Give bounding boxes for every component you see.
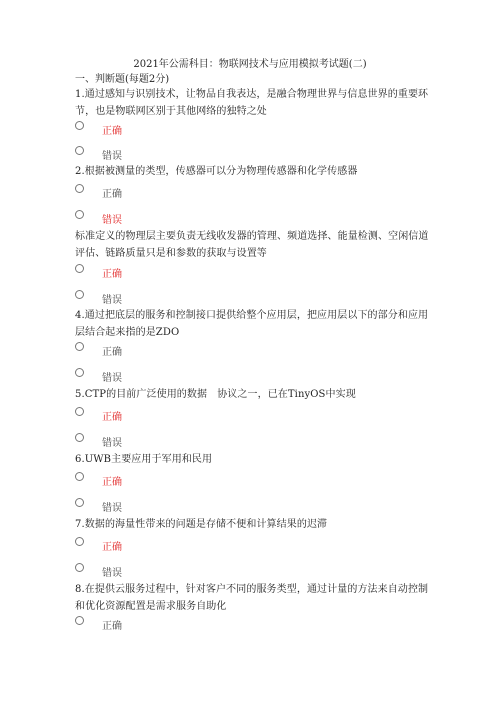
question-3-text: 标准定义的物理层主要负责无线收发器的管理、频道选择、能量检测、空闲信道评估、链路质量只是和参数的获取与设置等: [75, 231, 429, 259]
radio-button-icon[interactable]: [75, 342, 84, 351]
radio-button-icon[interactable]: [75, 616, 84, 625]
radio-button-icon[interactable]: [75, 537, 84, 546]
question-6-text: 6.UWB主要应用于军用和民用: [75, 454, 213, 465]
section-heading: 一、判断题(每题2分): [75, 74, 170, 85]
radio-button-icon[interactable]: [75, 472, 84, 481]
radio-button-icon[interactable]: [75, 184, 84, 193]
question-5-text: 5.CTP的目前广泛使用的数据 协议之一，已在TinyOS中实现: [75, 389, 356, 400]
document-title: 2021年公需科目：物联网技术与应用模拟考试题(二): [133, 59, 367, 70]
radio-button-icon[interactable]: [75, 121, 84, 130]
radio-button-icon[interactable]: [75, 563, 84, 572]
radio-button-icon[interactable]: [75, 290, 84, 299]
radio-button-icon[interactable]: [75, 407, 84, 416]
radio-button-icon[interactable]: [75, 498, 84, 507]
question-8-text: 8.在提供云服务过程中，针对客户不同的服务类型，通过计量的方法来自动控制和优化资源配置是需求服务自助化: [75, 584, 429, 612]
question-2-text: 2.根据被测量的类型，传感器可以分为物理传感器和化学传感器: [75, 166, 358, 177]
radio-button-icon[interactable]: [75, 433, 84, 442]
question-4-text: 4.通过把底层的服务和控制接口提供给整个应用层，把应用层以下的部分和应用层结合起来指的是ZDO: [75, 310, 429, 338]
question-7-text: 7.数据的海量性带来的问题是存储不便和计算结果的迟滞: [75, 519, 328, 530]
radio-button-icon[interactable]: [75, 264, 84, 273]
radio-button-icon[interactable]: [75, 146, 84, 155]
radio-button-icon[interactable]: [75, 368, 84, 377]
radio-button-icon[interactable]: [75, 210, 84, 219]
question-1-text: 1.通过感知与识别技术，让物品自我表达，是融合物理世界与信息世界的重要环节，也是物联网区别于其他网络的独特之处: [75, 89, 429, 117]
